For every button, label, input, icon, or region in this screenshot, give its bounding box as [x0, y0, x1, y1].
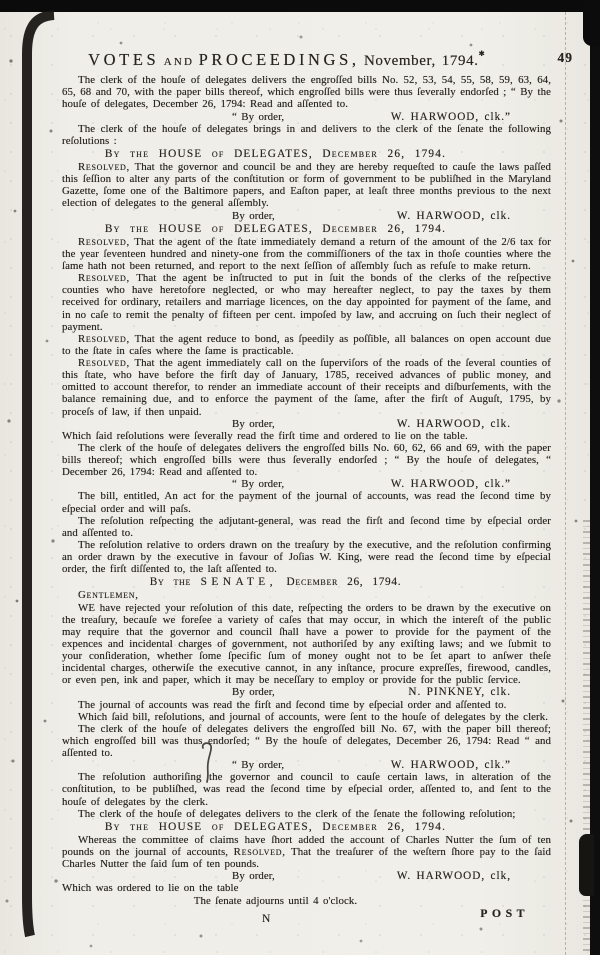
- running-title-proceedings: PROCEEDINGS,: [198, 50, 360, 69]
- para-clerk-delivers-resolution: The clerk of the houſe of delegates delivers to the clerk of the ſenate the following reſolution;: [78, 807, 516, 820]
- page-fold-line: [565, 12, 566, 955]
- by-order-label: By order,: [232, 870, 275, 883]
- para-journal-read: The journal of accounts was read the firſt and ſecond time by eſpecial order and aſſented to.: [78, 698, 507, 711]
- para-senate-message-rejection: WE have rejected your reſolution of this date, reſpecting the orders to be drawn by the executive on the treaſury, becauſe we foreſee a variety of caſes that may occur, in which the intereſt of the public may require that the governor and council ſhall have a power to provide for the payment of the expences and incidental charges of government, not authoriſed by any exiſting laws; and we ſubmit to your conſideration, whether ſome ſpecific ſum of money ought not to be ſet apart to anſwer theſe incidental charges, otherwiſe the executive cannot, in any inſtance, procure expreſſes, firewood, candles, or even pen, ink and paper, which it may be neceſſary to employ or provide for the public ſervice.: [62, 601, 551, 687]
- para-resolution-adjutant-general: The reſolution reſpecting the adjutant-general, was read the firſt and ſecond time by eſpecial order and aſſented to.: [62, 514, 551, 539]
- heading-senate-name: SENATE,: [200, 576, 278, 589]
- whereas-text: Whereas the committee of claims have ſhort added the account of Charles Nutter the ſum of ten pounds on the journal of accounts,: [62, 833, 551, 858]
- para-resolved-publish-laws: [62, 161, 551, 210]
- ink-blot: [579, 834, 594, 896]
- clerk-name: W. HARWOOD, clk,: [396, 870, 511, 883]
- para-resolved-tax-return: [62, 236, 551, 272]
- clerk-name: W. HARWOOD, clk.: [396, 417, 511, 430]
- para-clerk-delivers-bills-60-69: The clerk of the houſe of delegates delivers the engroſſed bills No. 60, 62, 66 and 69, with the paper bills thereof; which engroſſed bills were thus ſeverally endorſed ; “ By the houſe of delegates, “ December 26, 1794: Read and aſſented to.: [62, 441, 551, 479]
- resolved-text: That the treaſurer of the weſtern ſhore pay to the ſaid Charles Nutter the ſaid ſum of ten pounds.: [62, 846, 552, 871]
- scan-right-border: [590, 0, 600, 955]
- para-bill-journal-of-accounts: The bill, entitled, An act for the payment of the journal of accounts, was read the ſecond time by eſpecial order and will paſs.: [62, 490, 551, 515]
- section-heading-house-1: By the HOUSE of DELEGATES, December 26, 1794.: [104, 147, 447, 160]
- by-order-label: “ By order,: [232, 110, 285, 123]
- para-ordered-to-lie: Which was ordered to lie on the table: [62, 882, 239, 895]
- running-title: VOTES: [88, 50, 160, 69]
- scan-top-right-corner: [583, 0, 600, 46]
- para-senate-adjourns: The ſenate adjourns until 4 o'clock.: [193, 894, 358, 907]
- clerk-name: W. HARWOOD, clk.”: [390, 478, 511, 491]
- resolved-text: That the agent be inſtructed to put in ſuit the bonds of the clerks of the reſpective counties who have heretofore neglected, or who may hereafter neglect, to pay the taxes by them received for ordinary, retailers and marriage licences, on the day appointed for payment of the ſame, and in no caſe to remit the penalty of fifteen per cent. impoſed by law, and accruing on ſuch their neglect of payment.: [62, 272, 551, 333]
- clerk-name: N. PINKNEY, clk.: [408, 686, 511, 699]
- running-title-and: AND: [163, 56, 195, 68]
- signature-row: [62, 210, 551, 222]
- signature-row: [62, 759, 551, 771]
- heading-pre: By the: [149, 576, 192, 589]
- by-order-label: By order,: [232, 209, 275, 222]
- para-resolved-clerks-bonds: [62, 272, 551, 333]
- para-resolved-road-supervisors: [62, 357, 551, 418]
- para-resolutions-first-reading: Which ſaid reſolutions were ſeverally read the firſt time and ordered to lie on the table.: [62, 429, 468, 442]
- clerk-name: W. HARWOOD, clk.”: [390, 759, 511, 772]
- scan-speckles: [0, 0, 2, 2]
- scan-top-border: [0, 0, 600, 12]
- resolved-lead: Resolved,: [78, 357, 130, 369]
- resolved-text: That the agent of the ſtate immediately demand a return of the amount of the 2/6 tax for the year ſeventeen hundred and ninety-one from the commiſſioners of the tax in thoſe counties where the ſame hath not been returned, and report to the next ſeſſion of aſſembly ſuch as refuſe to make return.: [62, 235, 551, 272]
- by-order-label: “ By order,: [232, 478, 285, 491]
- para-clerk-delivers-bills-52-70: The clerk of the houſe of delegates delivers the engroſſed bills No. 52, 53, 54, 55, 58, 59, 63, 64, 65, 68 and 70, with the paper bills thereof, which engroſſed bills were thus ſeverally endorſed ; “ By the houſe of delegates, December 26, 1794: Read and aſſented to.: [62, 74, 551, 111]
- resolved-lead: Resolved,: [233, 846, 286, 858]
- para-sent-to-delegates: Which ſaid bill, reſolutions, and journal of accounts, were ſent to the houſe of delegates by the clerk.: [78, 710, 549, 723]
- running-title-date: November, 1794.: [363, 53, 479, 69]
- resolved-lead: Resolved,: [78, 235, 130, 248]
- signature-row: [62, 478, 551, 490]
- pen-mark-annotation: [196, 741, 220, 785]
- catchword: POST: [480, 905, 529, 920]
- clerk-name: W. HARWOOD, clk.: [396, 209, 511, 222]
- by-order-label: By order,: [232, 417, 275, 430]
- resolved-lead: Resolved,: [78, 161, 130, 173]
- signature-row: [62, 870, 551, 882]
- salutation-gentlemen: Gentlemen,: [78, 589, 139, 602]
- resolved-text: That the agent reduce to bond, as ſpeedily as poſſible, all balances on open account due to the ſtate in caſes where the ſame is practicable.: [62, 332, 551, 357]
- resolved-text: That the governor and council be and they are hereby requeſted to cauſe the laws paſſed this ſeſſion to alter any parts of the conſtitution or form of government to be publiſhed in the Maryland Gazette, ſome one of the Baltimore papers, and Eaſton paper, at leaſt three months previous to the next election of delegates to the general aſſembly.: [62, 161, 551, 210]
- para-charles-nutter-resolution: [62, 834, 551, 870]
- section-heading-senate: [62, 576, 489, 588]
- signature-mark: N: [262, 912, 272, 925]
- section-heading-house-2: By the HOUSE of DELEGATES, December 26, 1794.: [104, 222, 447, 235]
- footer-row: [62, 907, 551, 931]
- page-header: [62, 48, 573, 69]
- by-order-label: “ By order,: [232, 759, 285, 772]
- para-clerk-brings-resolutions: The clerk of the houſe of delegates brings in and delivers to the clerk of the ſenate the following reſolutions :: [62, 122, 551, 147]
- para-clerk-delivers-bill-67: The clerk of the houſe of delegates delivers the engroſſed bill No. 67, with the paper bill thereof; which engroſſed bill was thus endorſed; “ By the houſe of delegates, December 26, 1794: Read “ and aſſented to.: [62, 722, 551, 759]
- signature-row: [62, 418, 551, 430]
- para-resolved-reduce-to-bond: [62, 333, 551, 357]
- section-heading-house-3: By the HOUSE of DELEGATES, December 26, 1794.: [104, 820, 447, 833]
- page-number: 49: [557, 50, 573, 65]
- heading-date: December 26, 1794.: [286, 576, 402, 589]
- para-resolution-authorising-publication: The reſolution authoriſing the governor and council to cauſe certain laws, in alteration of the conſtitution, to be publiſhed, was read the ſecond time by eſpecial order, aſſented to, and ſent to the houſe of delegates by the clerk.: [62, 771, 551, 808]
- signature-row: [62, 111, 551, 123]
- para-resolution-treasury-orders: The reſolution relative to orders drawn on the treaſury by the executive, and the reſolution confirming an order drawn by the executive in favour of Joſias W. King, were read the ſecond time by eſpecial order, the firſt diſſented to, the laſt aſſented to.: [62, 538, 551, 576]
- resolved-lead: Resolved,: [78, 332, 130, 345]
- signature-row: [62, 686, 551, 698]
- clerk-name: W. HARWOOD, clk.”: [390, 110, 511, 123]
- footnote-star-icon: ✱: [478, 49, 485, 58]
- by-order-label: By order,: [232, 686, 275, 699]
- resolved-lead: Resolved,: [78, 272, 130, 285]
- page-body: [62, 48, 573, 931]
- book-spine-shadow: [0, 0, 62, 955]
- resolved-text: That the agent immediately call on the ſuperviſors of the roads of the ſeveral counties of this ſtate, who have before the firſt day of January, 1785, received advances of public money, and omitted to account therefor, to render an immediate account of their receipts and diſburſements, with the balance remaining due, and to enforce the payment of the ſame, after the firſt of Auguſt, 1795, by proceſs of law, if then unpaid.: [62, 357, 551, 418]
